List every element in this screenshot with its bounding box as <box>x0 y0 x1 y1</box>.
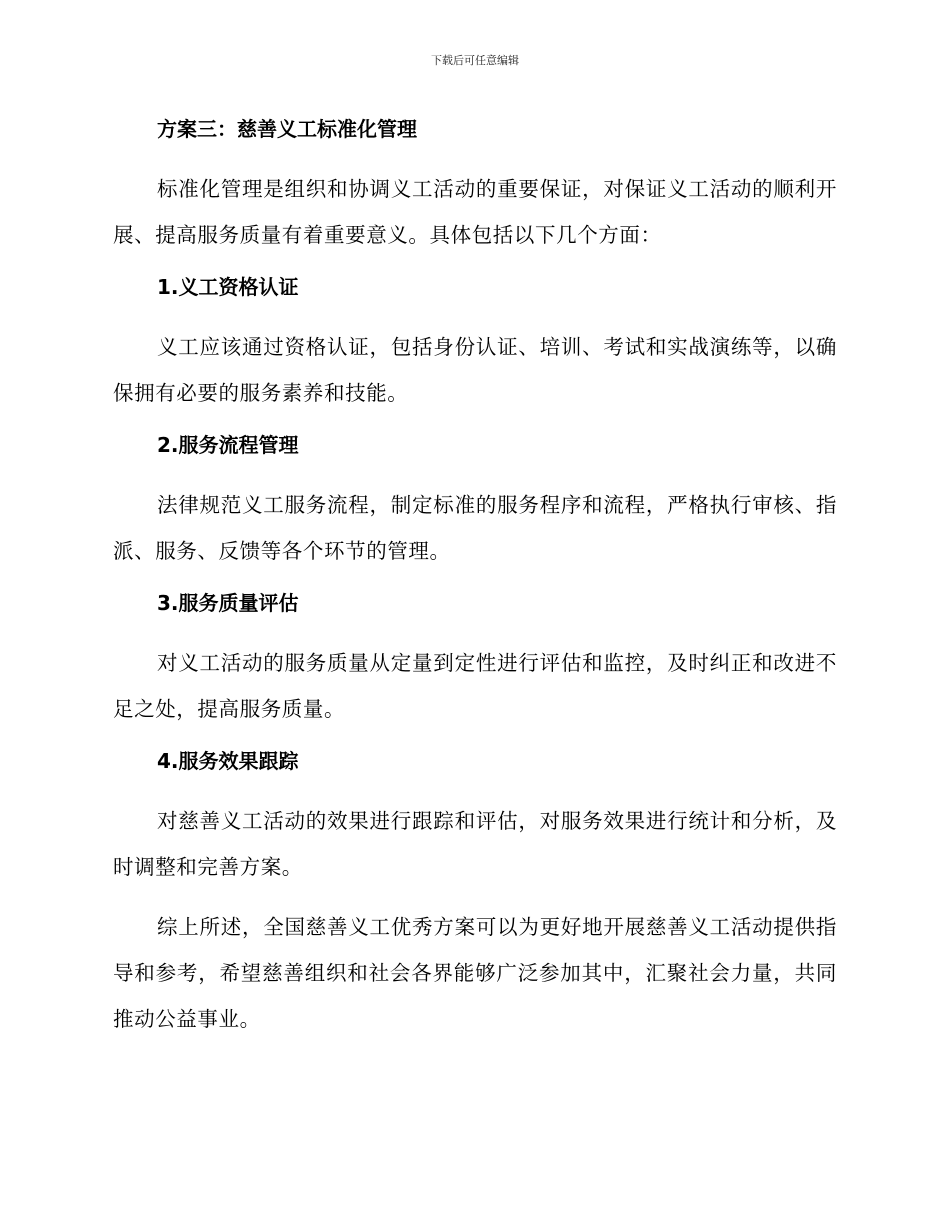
section-title-quality: 3.服务质量评估 <box>157 591 299 615</box>
section-body-tracking: 对慈善义工活动的效果进行跟踪和评估，对服务效果进行统计和分析，及时调整和完善方案。 <box>113 809 837 879</box>
section-body-qualification: 义工应该通过资格认证，包括身份认证、培训、考试和实战演练等，以确保拥有必要的服务素养和技能。 <box>113 335 837 405</box>
document-body <box>113 114 837 1056</box>
conclusion-paragraph: 综上所述，全国慈善义工优秀方案可以为更好地开展慈善义工活动提供指导和参考，希望慈善组织和社会各界能够广泛参加其中，汇聚社会力量，共同推动公益事业。 <box>113 915 837 1031</box>
document-title: 方案三：慈善义工标准化管理 <box>157 117 417 141</box>
section-body-quality: 对义工活动的服务质量从定量到定性进行评估和监控，及时纠正和改进不足之处，提高服务质量。 <box>113 651 837 721</box>
intro-paragraph: 标准化管理是组织和协调义工活动的重要保证，对保证义工活动的顺利开展、提高服务质量有着重要意义。具体包括以下几个方面： <box>113 177 837 247</box>
section-title-qualification: 1.义工资格认证 <box>157 275 299 299</box>
page-header-note: 下载后可任意编辑 <box>431 54 519 67</box>
section-body-process: 法律规范义工服务流程，制定标准的服务程序和流程，严格执行审核、指派、服务、反馈等各个环节的管理。 <box>113 493 837 563</box>
section-title-process: 2.服务流程管理 <box>157 433 299 457</box>
section-title-tracking: 4.服务效果跟踪 <box>157 749 299 773</box>
